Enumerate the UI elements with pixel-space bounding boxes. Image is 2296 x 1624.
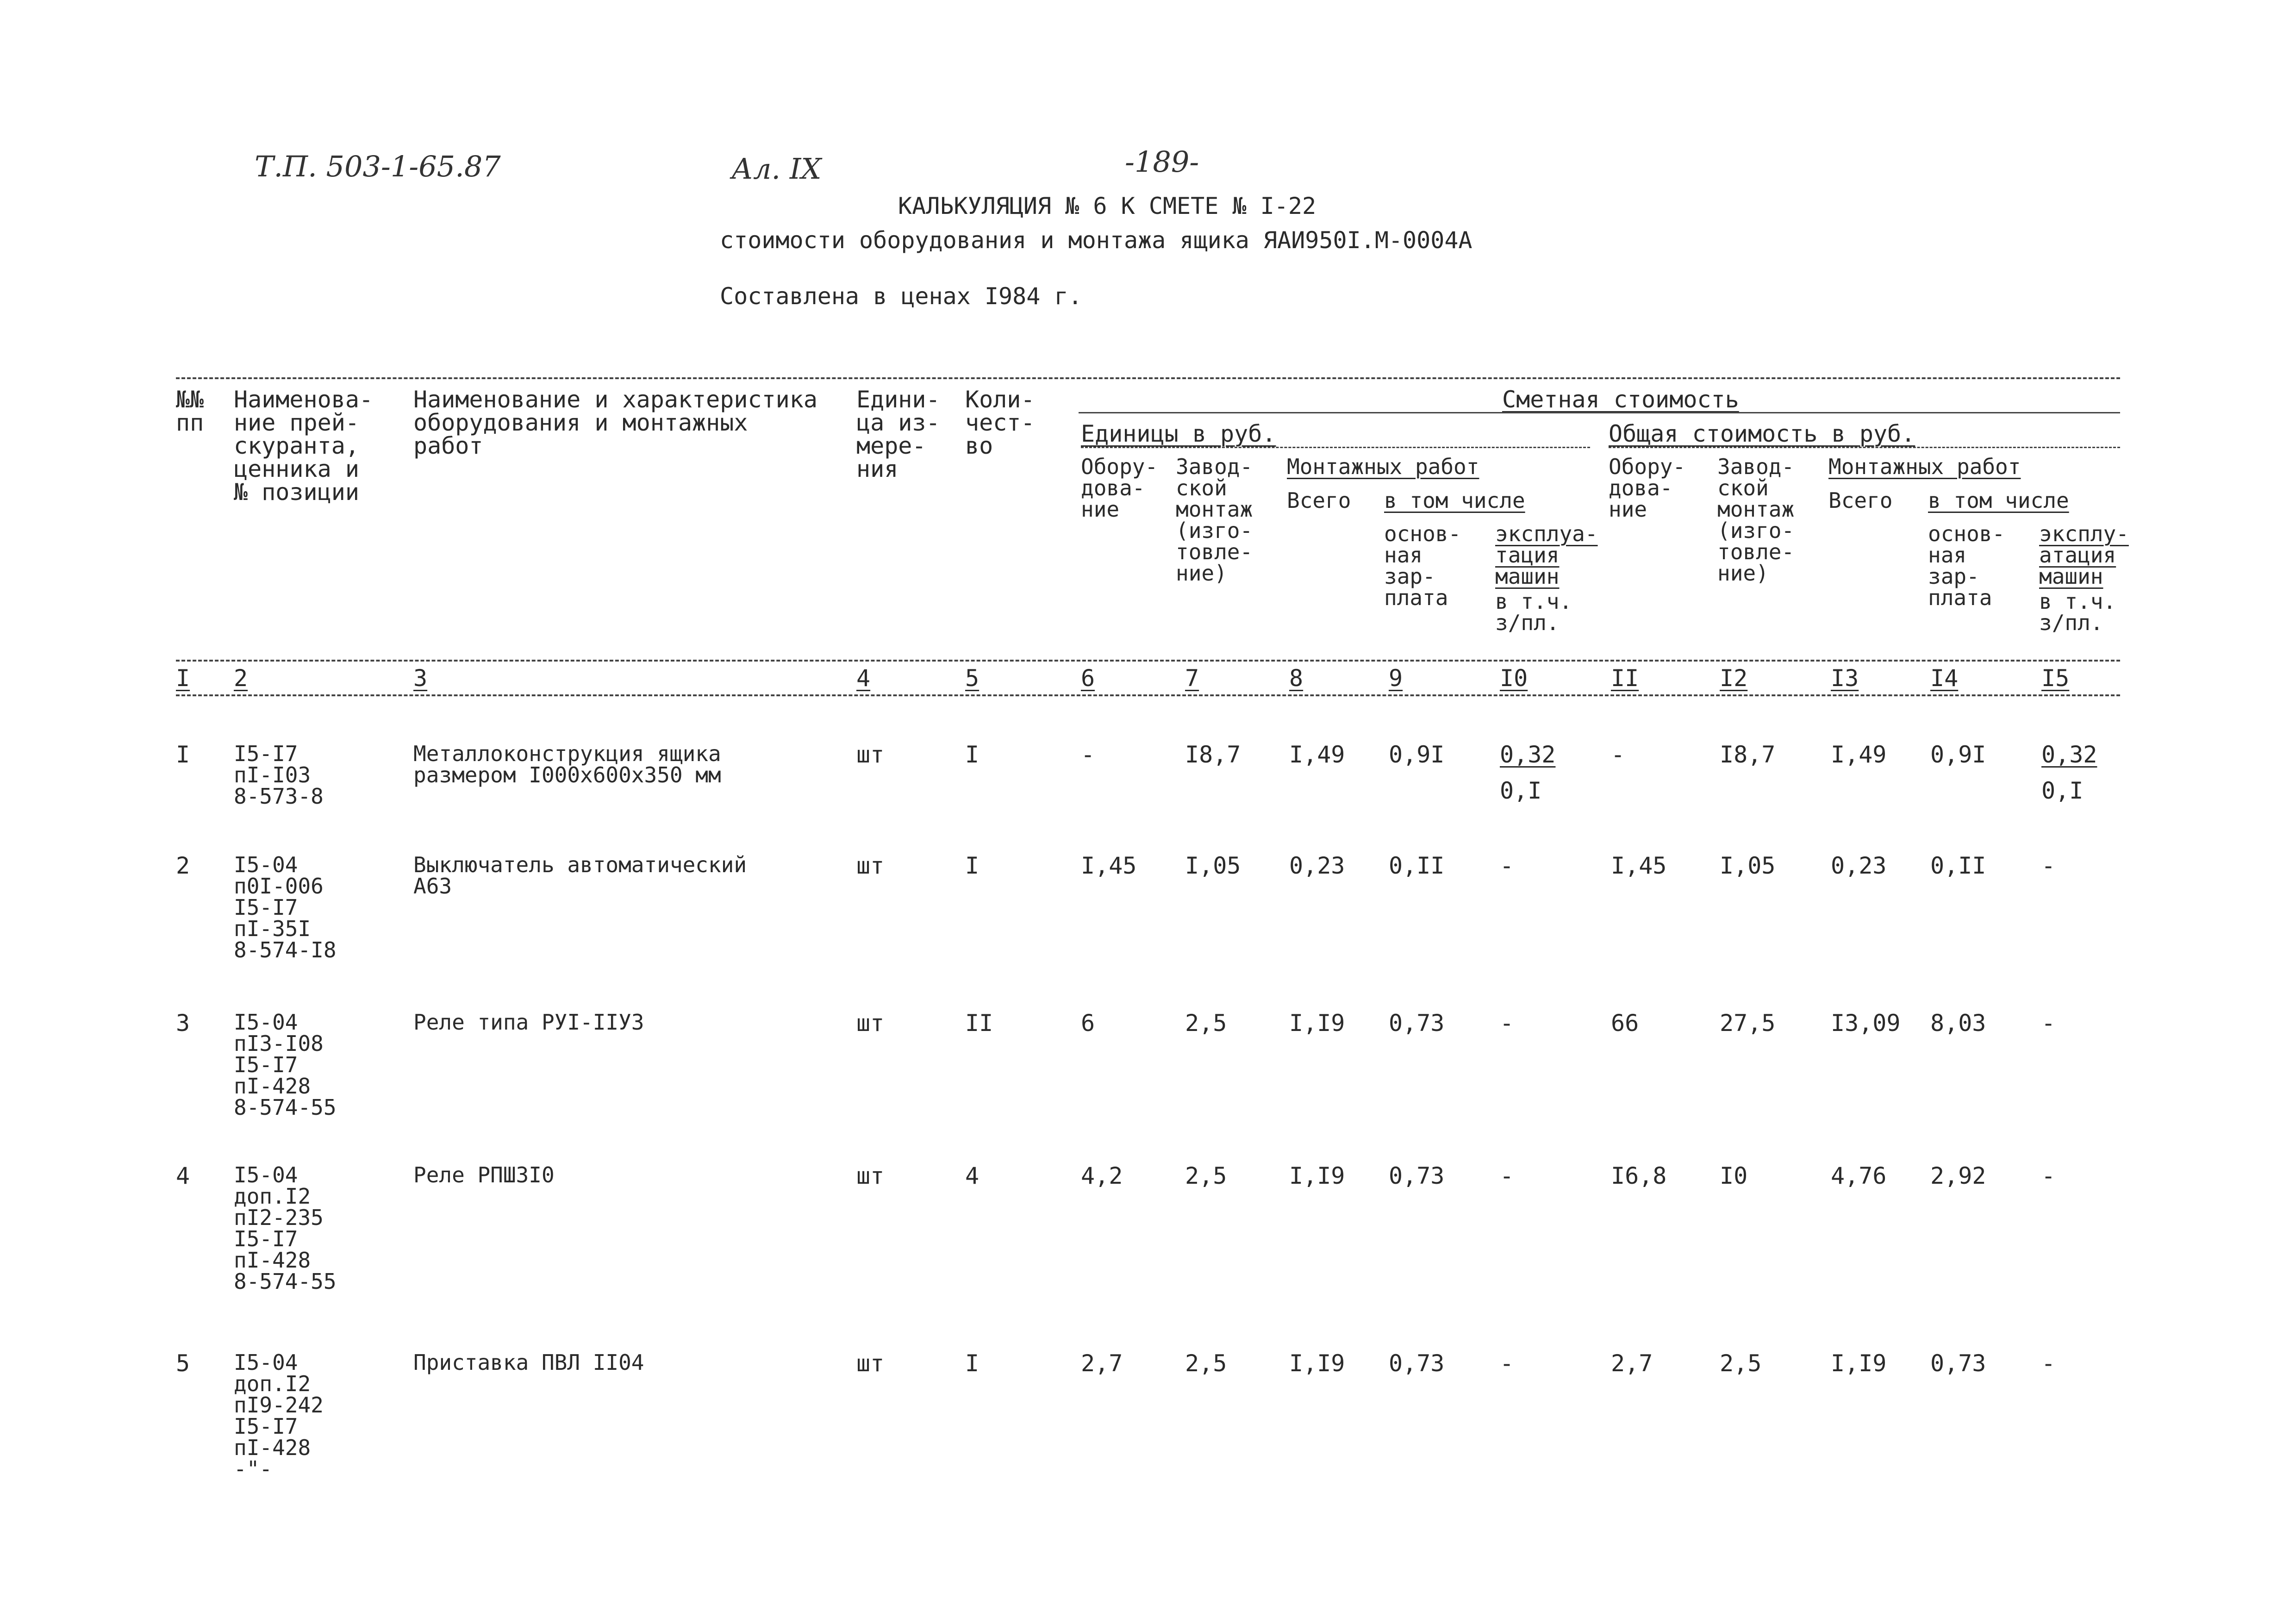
- cell-row2-col13: 0,23: [1831, 852, 1887, 879]
- cell-row1-col3: Металлоконструкция ящика размером I000x600x350 мм: [413, 741, 721, 787]
- cell-row5-col15: -: [2041, 1350, 2056, 1377]
- cell-row1-col10-sub: 0,I: [1500, 777, 1542, 804]
- cell-row4-col6: 4,2: [1081, 1162, 1123, 1189]
- cell-row2-col10: -: [1500, 852, 1514, 879]
- column-number-10: I0: [1500, 665, 1528, 692]
- column-number-14: I4: [1930, 665, 1959, 692]
- cell-row2-col8: 0,23: [1289, 852, 1345, 879]
- header-unit-base-salary: основ- ная зар- плата: [1384, 521, 1461, 610]
- cell-row3-col11: 66: [1611, 1010, 1639, 1037]
- cell-row5-col11: 2,7: [1611, 1350, 1653, 1377]
- cell-row3-col14: 8,03: [1930, 1010, 1986, 1037]
- cell-row4-col4: шт: [856, 1162, 885, 1189]
- total-group-rule: [1609, 447, 2120, 448]
- estimated-cost-rule: [1079, 412, 2120, 413]
- cell-row3-col2: I5-04 пI3-I08 I5-I7 пI-428 8-574-55: [234, 1010, 337, 1120]
- cell-row1-col13: I,49: [1831, 741, 1887, 768]
- header-col-number: №№ пп: [176, 386, 204, 436]
- cell-row4-col11: I6,8: [1611, 1162, 1667, 1189]
- column-number-11: II: [1611, 665, 1639, 692]
- cell-row5-col10: -: [1500, 1350, 1514, 1377]
- header-estimated-cost: Сметная стоимость: [1502, 386, 1739, 413]
- cell-row3-col7: 2,5: [1185, 1010, 1227, 1037]
- cell-row5-col1: 5: [176, 1350, 190, 1377]
- column-number-3: 3: [413, 665, 428, 692]
- cell-row4-col12: I0: [1720, 1162, 1748, 1189]
- cell-row1-col14: 0,9I: [1930, 741, 1986, 768]
- column-number-1: I: [176, 665, 190, 692]
- cell-row3-col5: II: [965, 1010, 993, 1037]
- header-unit-machine-salary: в т.ч. з/пл.: [1495, 589, 1572, 635]
- cell-row4-col3: Реле РПШЗI0: [413, 1162, 555, 1187]
- cell-row4-col2: I5-04 доп.I2 пI2-235 I5-I7 пI-428 8-574-55: [234, 1162, 337, 1294]
- cell-row2-col11: I,45: [1611, 852, 1667, 879]
- cell-row1-col5: I: [965, 741, 980, 768]
- cell-row1-col12: I8,7: [1720, 741, 1776, 768]
- header-unit-cost-group: Единицы в руб.: [1081, 420, 1276, 447]
- handwritten-album: Ал. IX: [731, 152, 822, 186]
- header-top-rule: [176, 377, 2120, 379]
- cell-row4-col7: 2,5: [1185, 1162, 1227, 1189]
- header-unit-mounting: Монтажных работ: [1287, 454, 1479, 479]
- cell-row4-col5: 4: [965, 1162, 980, 1189]
- column-number-12: I2: [1720, 665, 1748, 692]
- header-total-equipment: Обору- дова- ние: [1609, 454, 1686, 522]
- column-number-rule: [176, 694, 2120, 696]
- cell-row5-col3: Приставка ПВЛ II04: [413, 1350, 644, 1375]
- header-unit-including: в том числе: [1384, 488, 1525, 513]
- header-total-cost-group: Общая стоимость в руб.: [1609, 420, 1915, 447]
- cell-row3-col12: 27,5: [1720, 1010, 1776, 1037]
- cell-row1-col6: -: [1081, 741, 1095, 768]
- column-number-15: I5: [2041, 665, 2070, 692]
- cell-row1-col1: I: [176, 741, 190, 768]
- cell-row1-col10-main: 0,32: [1500, 741, 1556, 768]
- cell-row1-col4: шт: [856, 741, 885, 768]
- cell-row2-col3: Выключатель автоматический А63: [413, 852, 747, 899]
- column-number-6: 6: [1081, 665, 1095, 692]
- column-number-4: 4: [856, 665, 871, 692]
- cell-row4-col1: 4: [176, 1162, 190, 1189]
- cell-row2-col9: 0,II: [1389, 852, 1445, 879]
- cell-row5-col12: 2,5: [1720, 1350, 1762, 1377]
- cell-row3-col1: 3: [176, 1010, 190, 1037]
- cell-row1-col7: I8,7: [1185, 741, 1241, 768]
- cell-row3-col3: Реле типа РУI-IIУЗ: [413, 1010, 644, 1035]
- cell-row1-col15-main: 0,32: [2041, 741, 2097, 768]
- header-unit-machine-operation: эксплуа- тация машин: [1495, 521, 1598, 589]
- prices-note: Составлена в ценах I984 г.: [720, 283, 1082, 310]
- column-number-7: 7: [1185, 665, 1199, 692]
- column-number-8: 8: [1289, 665, 1304, 692]
- cell-row4-col10: -: [1500, 1162, 1514, 1189]
- cell-row4-col14: 2,92: [1930, 1162, 1986, 1189]
- document-title: КАЛЬКУЛЯЦИЯ № 6 К СМЕТЕ № I-22: [898, 193, 1316, 219]
- column-number-2: 2: [234, 665, 248, 692]
- column-number-9: 9: [1389, 665, 1403, 692]
- cell-row3-col6: 6: [1081, 1010, 1095, 1037]
- unit-group-rule: [1081, 447, 1590, 448]
- cell-row3-col8: I,I9: [1289, 1010, 1345, 1037]
- cell-row3-col13: I3,09: [1831, 1010, 1901, 1037]
- header-total-base-salary: основ- ная зар- плата: [1928, 521, 2005, 610]
- cell-row5-col2: I5-04 доп.I2 пI9-242 I5-I7 пI-428 -"-: [234, 1350, 324, 1481]
- header-unit-equipment: Обору- дова- ние: [1081, 454, 1158, 522]
- cell-row4-col9: 0,73: [1389, 1162, 1445, 1189]
- cell-row3-col4: шт: [856, 1010, 885, 1037]
- cell-row1-col8: I,49: [1289, 741, 1345, 768]
- cell-row1-col9: 0,9I: [1389, 741, 1445, 768]
- header-unit-factory-assembly: Завод- ской монтаж (изго- товле- ние): [1176, 454, 1253, 586]
- cell-row5-col7: 2,5: [1185, 1350, 1227, 1377]
- column-number-13: I3: [1831, 665, 1859, 692]
- cell-row1-col15-sub: 0,I: [2041, 777, 2084, 804]
- cell-row4-col8: I,I9: [1289, 1162, 1345, 1189]
- cell-row2-col6: I,45: [1081, 852, 1137, 879]
- column-number-5: 5: [965, 665, 980, 692]
- header-bottom-rule: [176, 660, 2120, 662]
- header-total-mounting: Монтажных работ: [1828, 454, 2021, 479]
- header-total-machine-operation: эксплу- атация машин: [2039, 521, 2129, 589]
- header-unit-total: Всего: [1287, 488, 1351, 513]
- handwritten-page-number: -189-: [1125, 145, 1199, 179]
- cell-row3-col9: 0,73: [1389, 1010, 1445, 1037]
- cell-row3-col10: -: [1500, 1010, 1514, 1037]
- cell-row5-col8: I,I9: [1289, 1350, 1345, 1377]
- cell-row5-col13: I,I9: [1831, 1350, 1887, 1377]
- header-col-unit: Едини- ца из- мере- ния: [856, 386, 940, 482]
- cell-row2-col14: 0,II: [1930, 852, 1986, 879]
- cell-row5-col4: шт: [856, 1350, 885, 1377]
- cell-row5-col9: 0,73: [1389, 1350, 1445, 1377]
- cell-row5-col5: I: [965, 1350, 980, 1377]
- header-col-description: Наименование и характеристика оборудования и монтажных работ: [413, 386, 817, 459]
- cell-row3-col15: -: [2041, 1010, 2056, 1037]
- header-total-including: в том числе: [1928, 488, 2069, 513]
- cell-row2-col2: I5-04 п0I-006 I5-I7 пI-35I 8-574-I8: [234, 852, 337, 962]
- header-total-machine-salary: в т.ч. з/пл.: [2039, 589, 2116, 635]
- header-total-factory-assembly: Завод- ской монтаж (изго- товле- ние): [1717, 454, 1795, 586]
- cell-row1-col11: -: [1611, 741, 1625, 768]
- header-col-pricelist: Наименова- ние прей- скуранта, ценника и № позиции: [234, 386, 374, 506]
- cell-row4-col15: -: [2041, 1162, 2056, 1189]
- cell-row2-col7: I,05: [1185, 852, 1241, 879]
- cell-row1-col2: I5-I7 пI-I03 8-573-8: [234, 741, 324, 809]
- handwritten-doc-code: Т.П. 503-1-65.87: [255, 150, 501, 183]
- cell-row5-col6: 2,7: [1081, 1350, 1123, 1377]
- cell-row5-col14: 0,73: [1930, 1350, 1986, 1377]
- cell-row2-col12: I,05: [1720, 852, 1776, 879]
- cell-row2-col5: I: [965, 852, 980, 879]
- cell-row2-col4: шт: [856, 852, 885, 879]
- cell-row2-col1: 2: [176, 852, 190, 879]
- header-col-quantity: Коли- чест- во: [965, 386, 1035, 459]
- cell-row4-col13: 4,76: [1831, 1162, 1887, 1189]
- document-subtitle: стоимости оборудования и монтажа ящика ЯАИ950I.М-0004А: [720, 227, 1472, 254]
- cell-row2-col15: -: [2041, 852, 2056, 879]
- header-total-total: Всего: [1828, 488, 1893, 513]
